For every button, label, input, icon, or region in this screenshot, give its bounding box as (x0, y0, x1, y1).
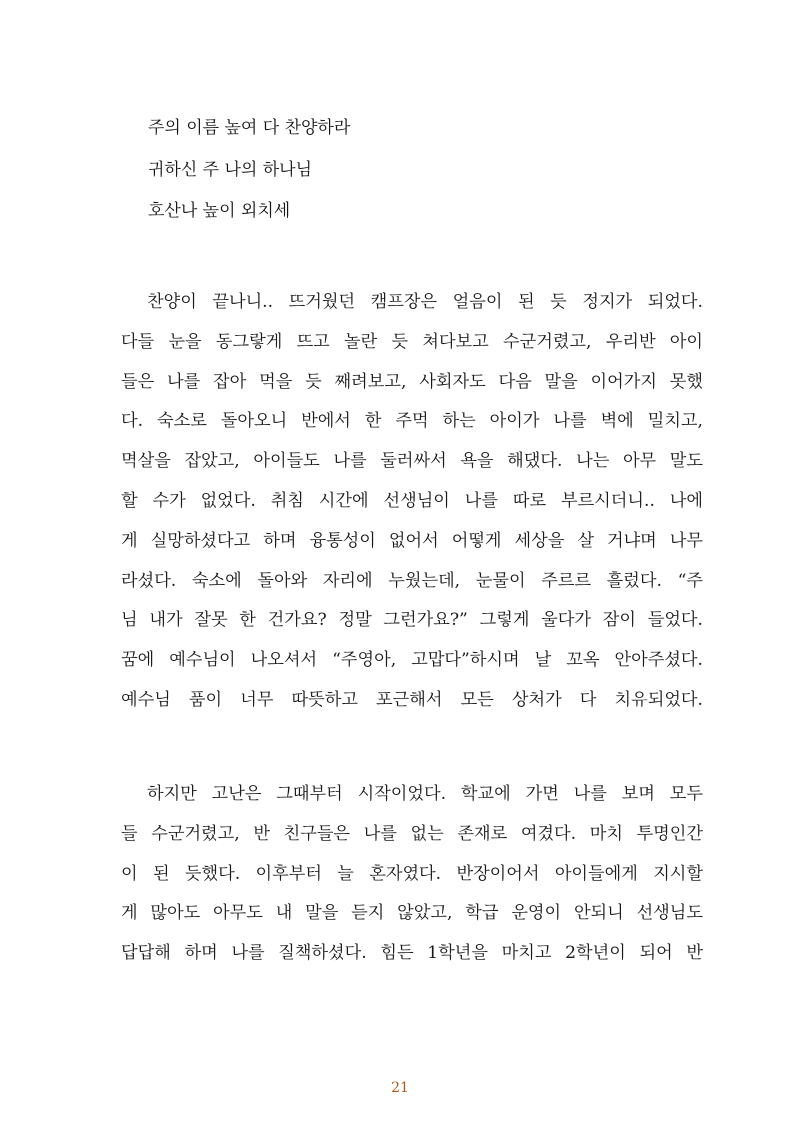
text-line: 할 수가 없었다. 취침 시간에 선생님이 나를 따로 부르시더니.. 나에 (121, 490, 703, 511)
page-number: 21 (391, 1080, 409, 1096)
song-lyrics (148, 108, 350, 233)
lyric-line: 주의 이름 높여 다 찬양하라 (148, 118, 351, 138)
text-line: 다들 눈을 동그랗게 뜨고 놀란 듯 쳐다보고 수군거렸고, 우리반 아이 (121, 331, 703, 352)
text-line: 하지만 고난은 그때부터 시작이었다. 학교에 가면 나를 보며 모두 (147, 784, 703, 804)
text-line: 이 된 듯했다. 이후부터 늘 혼자였다. 반장이어서 아이들에게 지시할 (121, 863, 703, 884)
text-line: 들 수군거렸고, 반 친구들은 나를 없는 존재로 여겼다. 마치 투명인간 (121, 823, 703, 844)
text-line: 답답해 하며 나를 질책하셨다. 힘든 1학년을 마치고 2학년이 되어 반 (121, 943, 703, 964)
text-line: 게 실망하셨다고 하며 융통성이 없어서 어떻게 세상을 살 거냐며 나무 (121, 530, 703, 551)
text-line: 들은 나를 잡아 먹을 듯 째려보고, 사회자도 다음 말을 이어가지 못했 (121, 371, 703, 392)
text-line: 꿈에 예수님이 나오셔서 “주영아, 고맙다”하시며 날 꼬옥 안아주셨다. (121, 650, 703, 671)
text-line: 라셨다. 숙소에 돌아와 자리에 누웠는데, 눈물이 주르르 흘렀다. “주 (121, 570, 703, 591)
text-line: 예수님 품이 너무 따뜻하고 포근해서 모든 상처가 다 치유되었다. (121, 689, 703, 710)
lyric-line: 호산나 높이 외치세 (148, 201, 291, 221)
paragraph-2 (121, 775, 703, 974)
text-line: 찬양이 끝나니.. 뜨거웠던 캠프장은 얼음이 된 듯 정지가 되었다. (147, 292, 703, 312)
text-line: 다. 숙소로 돌아오니 반에서 한 주먹 하는 아이가 나를 벽에 밀치고, (121, 411, 703, 432)
text-line: 님 내가 잘못 한 건가요? 정말 그런가요?” 그렇게 울다가 잠이 들었다. (121, 610, 703, 631)
text-line: 게 많아도 아무도 내 말을 듣지 않았고, 학급 운영이 안되니 선생님도 (121, 903, 703, 924)
lyric-line: 귀하신 주 나의 하나님 (148, 159, 313, 180)
paragraph-1 (121, 283, 703, 721)
text-line: 멱살을 잡았고, 아이들도 나를 둘러싸서 욕을 해댔다. 나는 아무 말도 (121, 451, 703, 472)
